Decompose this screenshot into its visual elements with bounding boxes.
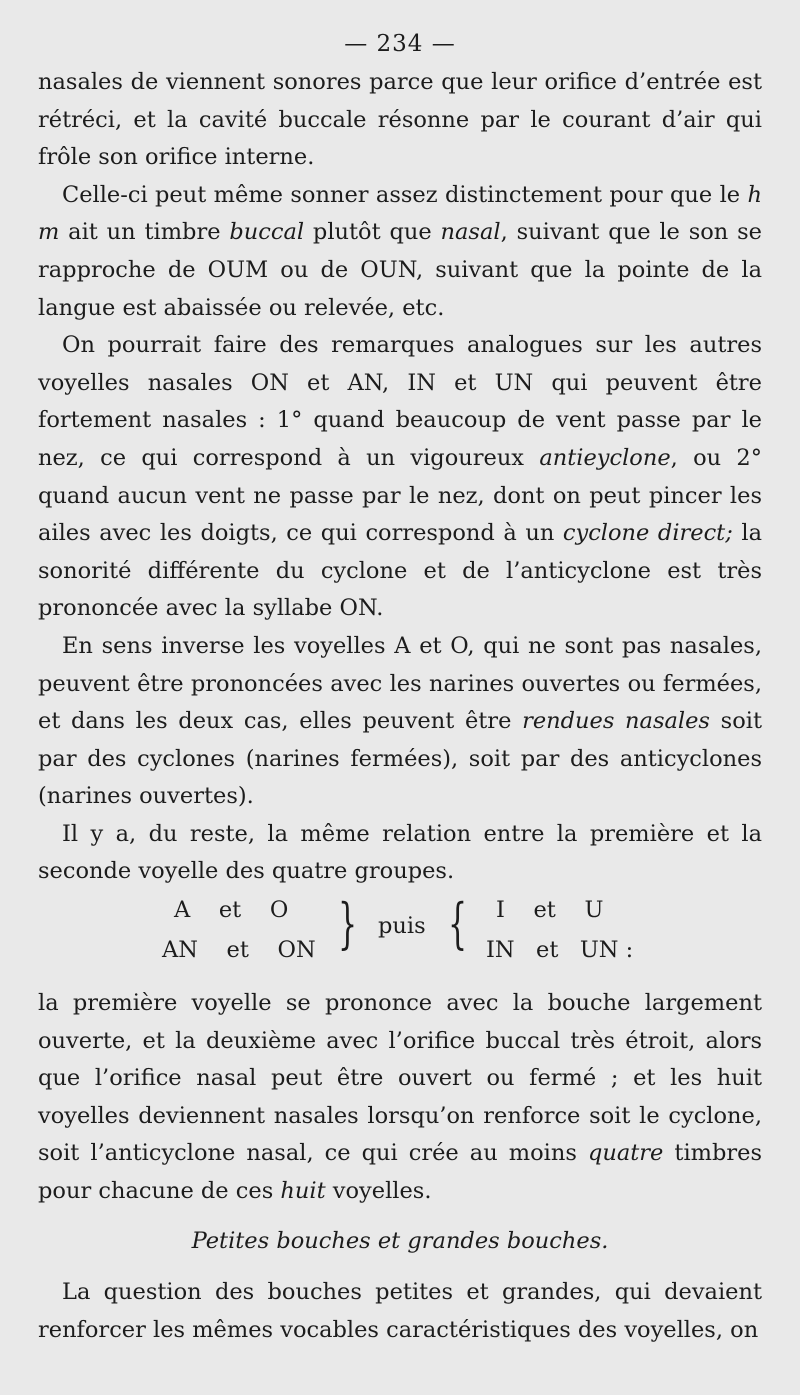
paragraph-on-pourrait: [38, 327, 762, 628]
left-brace-icon: {: [448, 893, 468, 957]
paragraph-il-y-a: [38, 816, 762, 891]
paragraph-text: , suivant que le son se rapproche de OUM ou de OUN, suivant que la pointe de la langue est abaissée ou relevée, etc.: [38, 219, 762, 321]
group-middle-word: puis: [378, 913, 426, 940]
paragraph-text: la première voyelle se prononce avec la bouche largement ouverte, et la deuxième avec l’orifice buccal très étroit, alors que l’orifice nasal peut être ouvert ou fermé ; et les huit voyelles deviennent nasales lorsqu’on renforce soit le cyclone, soit l’anticyclone nasal, ce qui crée au moins: [38, 990, 762, 1167]
italic-term: cyclone direct;: [562, 520, 733, 547]
paragraph-text: , ou 2° quand aucun vent ne passe par le nez, dont on peut pincer les ailes avec les doigts, ce qui correspond à un: [38, 444, 763, 547]
italic-term: huit: [280, 1178, 326, 1205]
paragraph-text: timbres pour chacune de ces: [38, 1140, 763, 1205]
italic-term: buccal: [229, 219, 305, 246]
group-row2-right: IN et UN :: [486, 937, 634, 964]
group-row1-left: A et O: [174, 897, 289, 924]
paragraph-text: plutôt que: [304, 219, 441, 246]
paragraph-text: La question des bouches petites et grandes, qui devaient renforcer les mêmes vocables caractéristiques des voyelles, on: [38, 1279, 762, 1343]
paragraph-text: Il y a, du reste, la même relation entre la première et la seconde voyelle des quatre groupes.: [38, 820, 762, 885]
right-brace-icon: }: [338, 893, 358, 957]
section-heading: Petites bouches et grandes bouches.: [191, 1227, 609, 1254]
paragraph-text: En sens inverse les voyelles A et O, qui ne sont pas nasales, peuvent être prononcées avec les narines ouvertes ou fermées, et dans les deux cas, elles peuvent être: [38, 632, 762, 735]
italic-term: h m: [38, 181, 762, 246]
italic-term: nasal: [440, 219, 501, 246]
group-row2-left: AN et ON: [162, 937, 316, 964]
paragraph-text: On pourrait faire des remarques analogues sur les autres voyelles nasales ON et AN, IN et UN qui peuvent être fortement nasales : 1° quand beaucoup de vent passe par le nez, ce qui correspond à un vigoureux: [38, 332, 762, 471]
group-row1-right: I et U: [496, 897, 604, 924]
paragraph-continuation: [38, 64, 762, 177]
paragraph-text: la sonorité différente du cyclone et de l’anticyclone est très prononcée avec la syllabe ON.: [38, 520, 762, 622]
vowel-groups: [38, 893, 762, 975]
paragraph-text: soit par des cyclones (narines fermées), soit par des anticyclones (narines ouvertes).: [38, 708, 762, 810]
paragraph-text: ait un timbre: [59, 219, 230, 246]
paragraph-celle-ci: [38, 177, 762, 327]
paragraph-la-premiere: [38, 985, 762, 1211]
italic-term: antieyclone: [539, 444, 671, 471]
paragraph-text: voyelles.: [325, 1178, 432, 1205]
paragraph-en-sens-inverse: [38, 628, 762, 816]
paragraph-text: nasales de viennent sonores parce que leur orifice d’entrée est rétréci, et la cavité buccale résonne par le courant d’air qui frôle son orifice interne.: [38, 69, 762, 171]
paragraph-text: Celle-ci peut même sonner assez distinctement pour que le: [62, 181, 748, 208]
page-number: — 234 —: [344, 31, 456, 57]
italic-term: rendues nasales: [522, 708, 710, 735]
paragraph-la-question: [38, 1274, 762, 1349]
italic-term: quatre: [587, 1140, 664, 1167]
